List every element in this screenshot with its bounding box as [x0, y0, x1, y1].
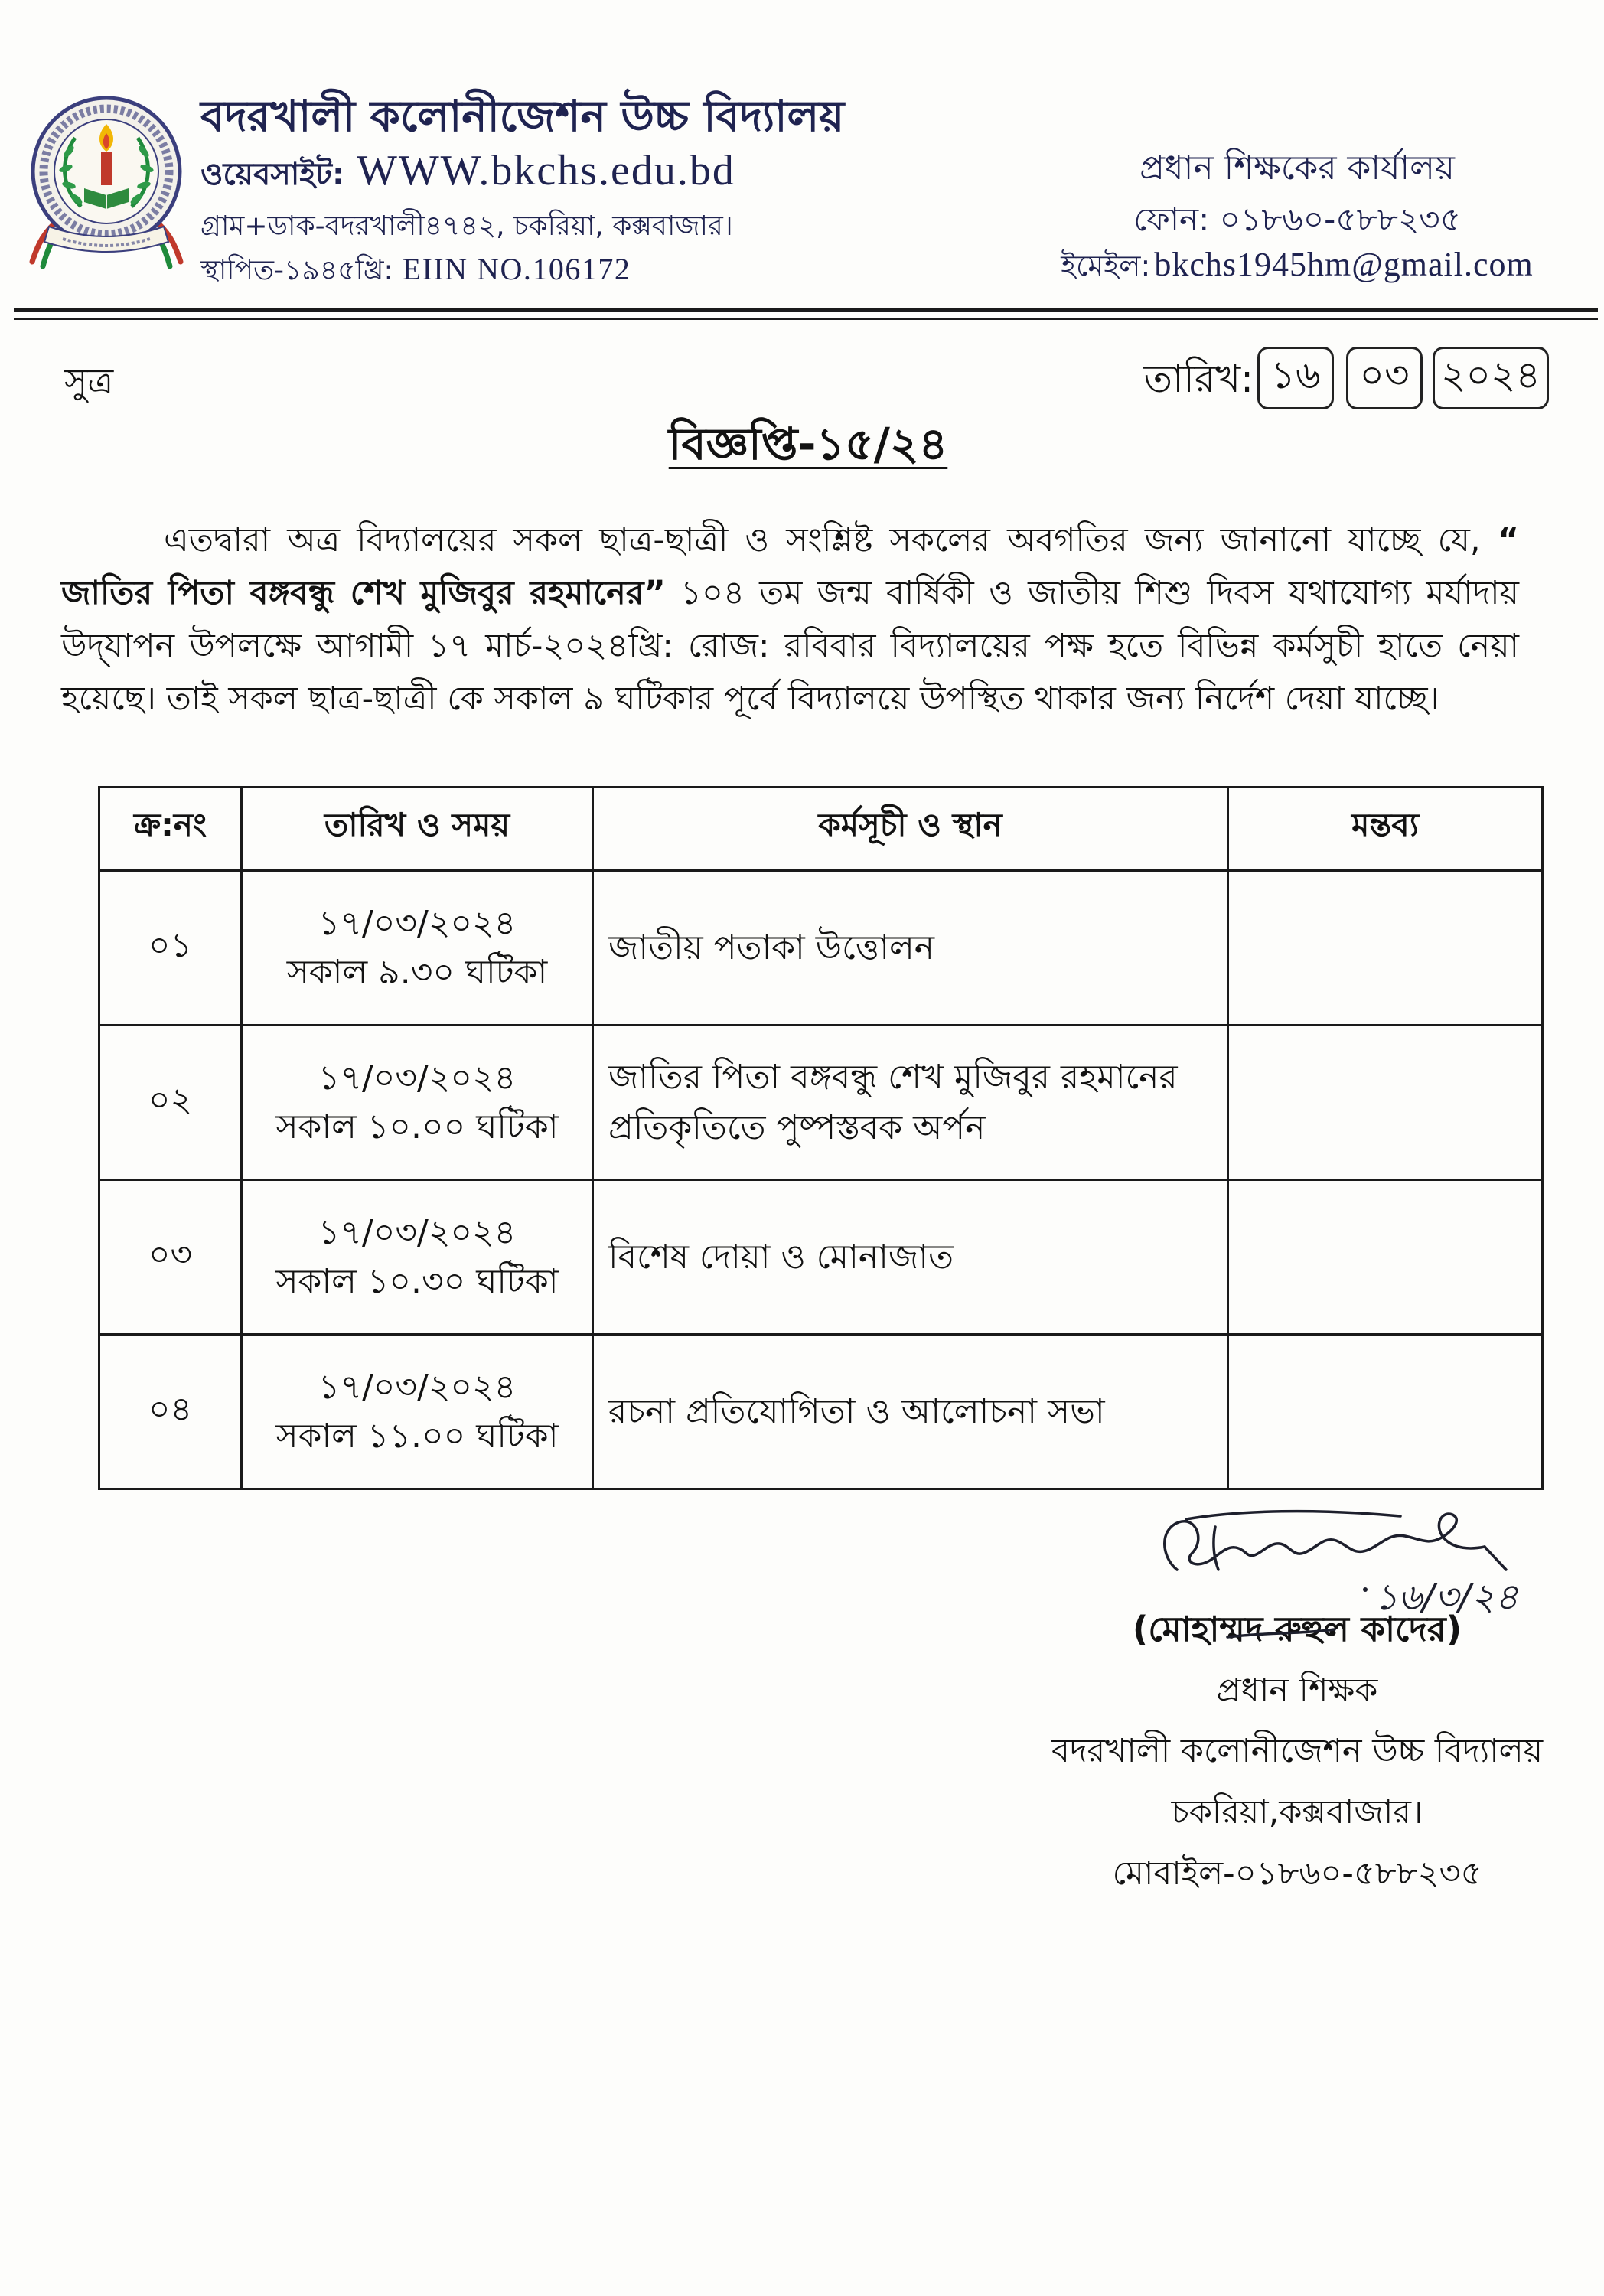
table-cell-datetime	[242, 1180, 593, 1335]
table-row	[99, 871, 1543, 1026]
table-cell-time: সকাল ১০.৩০ ঘটিকা	[275, 1261, 559, 1301]
school-name: বদরখালী কলোনীজেশন উচ্চ বিদ্যালয়	[200, 92, 845, 142]
date-day-box: ১৬	[1257, 347, 1334, 409]
address-line: গ্রাম+ডাক-বদরখালী৪৭৪২, চকরিয়া, কক্সবাজার।	[200, 210, 733, 242]
email-label: ইমেইল:	[1061, 249, 1151, 282]
office-title: প্রধান শিক্ষকের কার্যালয়	[1139, 148, 1455, 188]
signature-stroke	[1186, 1512, 1400, 1519]
table-cell-time: সকাল ১১.০০ ঘটিকা	[275, 1416, 559, 1456]
notice-title-wrapper	[12, 413, 1604, 486]
table-cell-serial: ০২	[99, 1026, 242, 1180]
table-header-serial: ক্র:নং	[99, 788, 242, 871]
date-month-box: ০৩	[1346, 347, 1423, 409]
signature-stroke	[1227, 1629, 1335, 1637]
table-cell-serial: ০৪	[99, 1335, 242, 1489]
email-address: bkchs1945hm@gmail.com	[1154, 246, 1534, 283]
table-cell-remarks	[1228, 1335, 1543, 1489]
table-cell-program: জাতির পিতা বঙ্গবন্ধু শেখ মুজিবুর রহমানের প্রতিকৃতিতে পুষ্পস্তবক অর্পন	[593, 1026, 1228, 1180]
website-line	[200, 145, 735, 196]
table-cell-program: বিশেষ দোয়া ও মোনাজাত	[593, 1180, 1228, 1335]
table-cell-serial: ০১	[99, 871, 242, 1026]
reference-label: সুত্র	[64, 360, 114, 402]
phone-line	[1029, 196, 1565, 243]
notice-body-intro: এতদ্বারা অত্র বিদ্যালয়ের সকল ছাত্র-ছাত্রী ও সংশ্লিষ্ট সকলের অবগতির জন্য জানানো যাচ্ছে যে,	[164, 521, 1481, 559]
table-cell-date: ১৭/০৩/২০২৪	[318, 903, 517, 943]
signature-dot	[1363, 1587, 1368, 1592]
signatory-school: বদরখালী কলোনীজেশন উচ্চ বিদ্যালয়	[1051, 1732, 1544, 1770]
established-line	[200, 248, 631, 291]
notice-body	[61, 514, 1519, 726]
signatory-designation: প্রধান শিক্ষক	[1216, 1671, 1378, 1710]
website-label: ওয়েবসাইট:	[200, 157, 344, 192]
header-divider-thin	[14, 318, 1598, 320]
table-cell-serial: ০৩	[99, 1180, 242, 1335]
signature-stroke	[1214, 1527, 1218, 1570]
table-header-datetime: তারিখ ও সময়	[242, 788, 593, 871]
table-cell-remarks	[1228, 871, 1543, 1026]
table-row	[99, 1335, 1543, 1489]
table-cell-date: ১৭/০৩/২০২৪	[318, 1058, 517, 1097]
table-cell-datetime	[242, 1335, 593, 1489]
schedule-table	[98, 786, 1544, 1490]
eiin-number: EIIN NO.106172	[402, 252, 631, 286]
table-cell-remarks	[1228, 1180, 1543, 1335]
signatory-location: চকরিয়া,কক্সবাজার।	[1171, 1793, 1423, 1831]
table-cell-program: জাতীয় পতাকা উত্তোলন	[593, 871, 1228, 1026]
signatory-mobile: মোবাইল-০১৮৬০-৫৮৮২৩৫	[1112, 1854, 1482, 1893]
school-logo	[26, 90, 187, 271]
table-row	[99, 1180, 1543, 1335]
table-cell-time: সকাল ১০.০০ ঘটিকা	[275, 1107, 559, 1146]
handwritten-signature	[1148, 1496, 1561, 1649]
signatory-name: (মোহাম্মদ রুহুল কাদের)	[1132, 1609, 1462, 1649]
notice-body-highlight: “ জাতির পিতা বঙ্গবন্ধু শেখ মুজিবুর রহমানের”	[61, 521, 1519, 612]
table-cell-time: সকাল ৯.৩০ ঘটিকা	[286, 952, 548, 992]
header-divider-thick	[14, 308, 1598, 312]
table-cell-program: রচনা প্রতিযোগিতা ও আলোচনা সভা	[593, 1335, 1228, 1489]
table-cell-date: ১৭/০৩/২০২৪	[318, 1212, 517, 1252]
table-cell-datetime	[242, 871, 593, 1026]
signature-stroke	[1485, 1547, 1506, 1570]
table-cell-remarks	[1228, 1026, 1543, 1180]
table-row	[99, 1026, 1543, 1180]
website-url: WWW.bkchs.edu.bd	[356, 147, 735, 194]
email-line	[1029, 242, 1565, 295]
table-cell-datetime	[242, 1026, 593, 1180]
table-header-remarks: মন্তব্য	[1228, 788, 1543, 871]
signature-date: ১৬/৩/২৪	[1374, 1576, 1519, 1619]
established-year: স্থাপিত-১৯৪৫খ্রি:	[200, 255, 393, 286]
table-cell-date: ১৭/০৩/২০২৪	[318, 1367, 517, 1407]
table-header-program: কর্মসূচী ও স্থান	[593, 788, 1228, 871]
notice-body-rest: ১০৪ তম জন্ম বার্ষিকী ও জাতীয় শিশু দিবস যথাযোগ্য মর্যাদায় উদ্‌যাপন উপলক্ষে আগামী ১৭ মার্চ-২০২৪খ্রি: রোজ: রবিবার বিদ্যালয়ের পক্ষ হতে বিভিন্ন কর্মসুচী হাতে নেয়া হয়েছে। তাই সকল ছাত্র-ছাত্রী কে সকাল ৯ ঘটিকার পূর্বে বিদ্যালয়ে উপস্থিত থাকার জন্য নির্দেশ দেয়া যাচ্ছে।	[61, 574, 1519, 718]
notice-title: বিজ্ঞপ্তি-১৫/২৪	[668, 418, 948, 470]
phone-label: ফোন:	[1133, 201, 1210, 238]
date-label: তারিখ:	[1143, 357, 1254, 401]
date-year-box: ২০২৪	[1433, 347, 1549, 409]
table-header-row	[99, 788, 1543, 871]
phone-number: ০১৮৬০-৫৮৮২৩৫	[1219, 201, 1461, 238]
